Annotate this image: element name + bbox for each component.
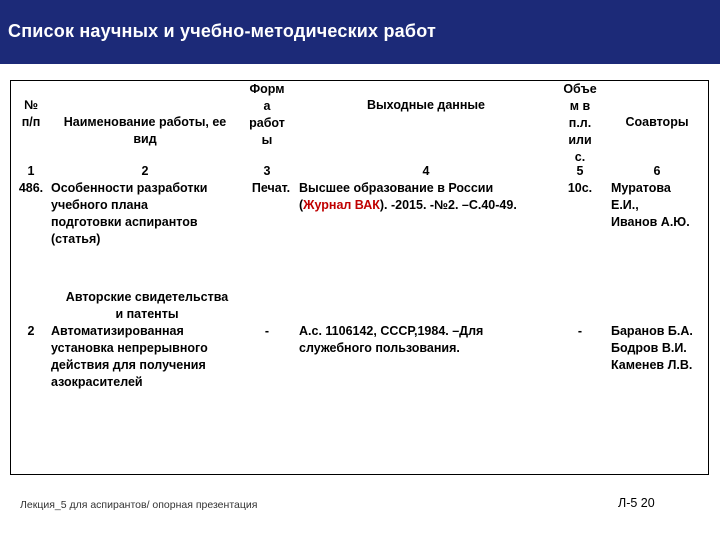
row2-form: -: [264, 324, 270, 338]
row2-coauthors: [611, 323, 707, 374]
row2-volume: -: [577, 324, 583, 338]
header-num-line1: №: [24, 98, 38, 112]
row1-output-journal: Журнал ВАК: [303, 198, 380, 212]
col-number-5: 5: [576, 164, 584, 178]
row2-name-line4: азокрасителей: [51, 375, 143, 389]
row1-coauthors: [611, 180, 707, 231]
row1-output-paren: (: [299, 198, 304, 212]
row2-coauthor-2: Бодров В.И.: [611, 341, 687, 355]
row2-output-line1: А.с. 1106142, СССР,1984. –Для: [299, 324, 484, 338]
col-number-6: 6: [653, 164, 661, 178]
col-number-3: 3: [263, 164, 271, 178]
header-form-line1: Форм: [249, 82, 285, 96]
footer-page-number: Л-5 20: [618, 496, 655, 510]
row1-output-line1: Высшее образование в России: [299, 181, 494, 195]
header-volume-line2: м в: [569, 99, 591, 113]
header-form-line4: ы: [261, 133, 273, 147]
row2-output-line2: служебного пользования.: [299, 341, 460, 355]
section-header: [47, 289, 247, 323]
row1-name-line2: учебного плана: [51, 198, 148, 212]
row1-output: [299, 180, 551, 214]
row1-name: [51, 180, 241, 248]
row1-output-line2: [299, 197, 551, 214]
row2-name-line3: действия для получения: [51, 358, 206, 372]
row1-form: Печат.: [251, 181, 291, 195]
row1-coauthor-2: Е.И.,: [611, 198, 639, 212]
col-number-4: 4: [422, 164, 430, 178]
header-coauthors: Соавторы: [625, 115, 689, 129]
row2-name-line2: установка непрерывного: [51, 341, 208, 355]
col-number-1: 1: [27, 164, 35, 178]
header-num: [11, 97, 51, 131]
row1-name-line1: Особенности разработки: [51, 181, 208, 195]
row1-coauthor-3: Иванов А.Ю.: [611, 215, 690, 229]
works-table: [10, 80, 709, 475]
col-number-2: 2: [141, 164, 149, 178]
row2-name: [51, 323, 241, 391]
row2-name-line1: Автоматизированная: [51, 324, 184, 338]
row1-volume: 10с.: [567, 181, 593, 195]
header-volume-line5: с.: [574, 150, 586, 164]
header-volume-line3: п.л.: [568, 116, 592, 130]
row1-coauthor-1: Муратова: [611, 181, 671, 195]
header-form-line2: а: [263, 99, 271, 113]
row2-num: 2: [27, 324, 35, 338]
header-volume-line4: или: [568, 133, 592, 147]
header-form-line3: работ: [249, 116, 285, 130]
header-volume-line1: Объе: [563, 82, 597, 96]
footer-lecture-label: Лекция_5 для аспирантов/ опорная презентация: [20, 499, 258, 511]
header-form: [237, 81, 297, 149]
row2-coauthor-3: Каменев Л.В.: [611, 358, 693, 372]
section-header-line1: Авторские свидетельства: [65, 290, 229, 304]
header-name-line2: вид: [133, 132, 157, 146]
header-output: Выходные данные: [366, 98, 485, 112]
row2-output: [299, 323, 551, 357]
row2-coauthor-1: Баранов Б.А.: [611, 324, 693, 338]
row1-output-details: ). -2015. -№2. –С.40-49.: [379, 198, 517, 212]
row1-name-line4: (статья): [51, 232, 101, 246]
section-header-line2: и патенты: [115, 307, 179, 321]
header-name: [47, 114, 243, 148]
header-name-line1: Наименование работы, ее: [63, 115, 227, 129]
header-volume: [553, 81, 607, 166]
row1-name-line3: подготовки аспирантов: [51, 215, 198, 229]
row1-num: 486.: [18, 181, 44, 195]
slide-title: Список научных и учебно-методических работ: [8, 21, 436, 41]
title-bar: [0, 0, 720, 64]
header-num-line2: п/п: [21, 115, 41, 129]
